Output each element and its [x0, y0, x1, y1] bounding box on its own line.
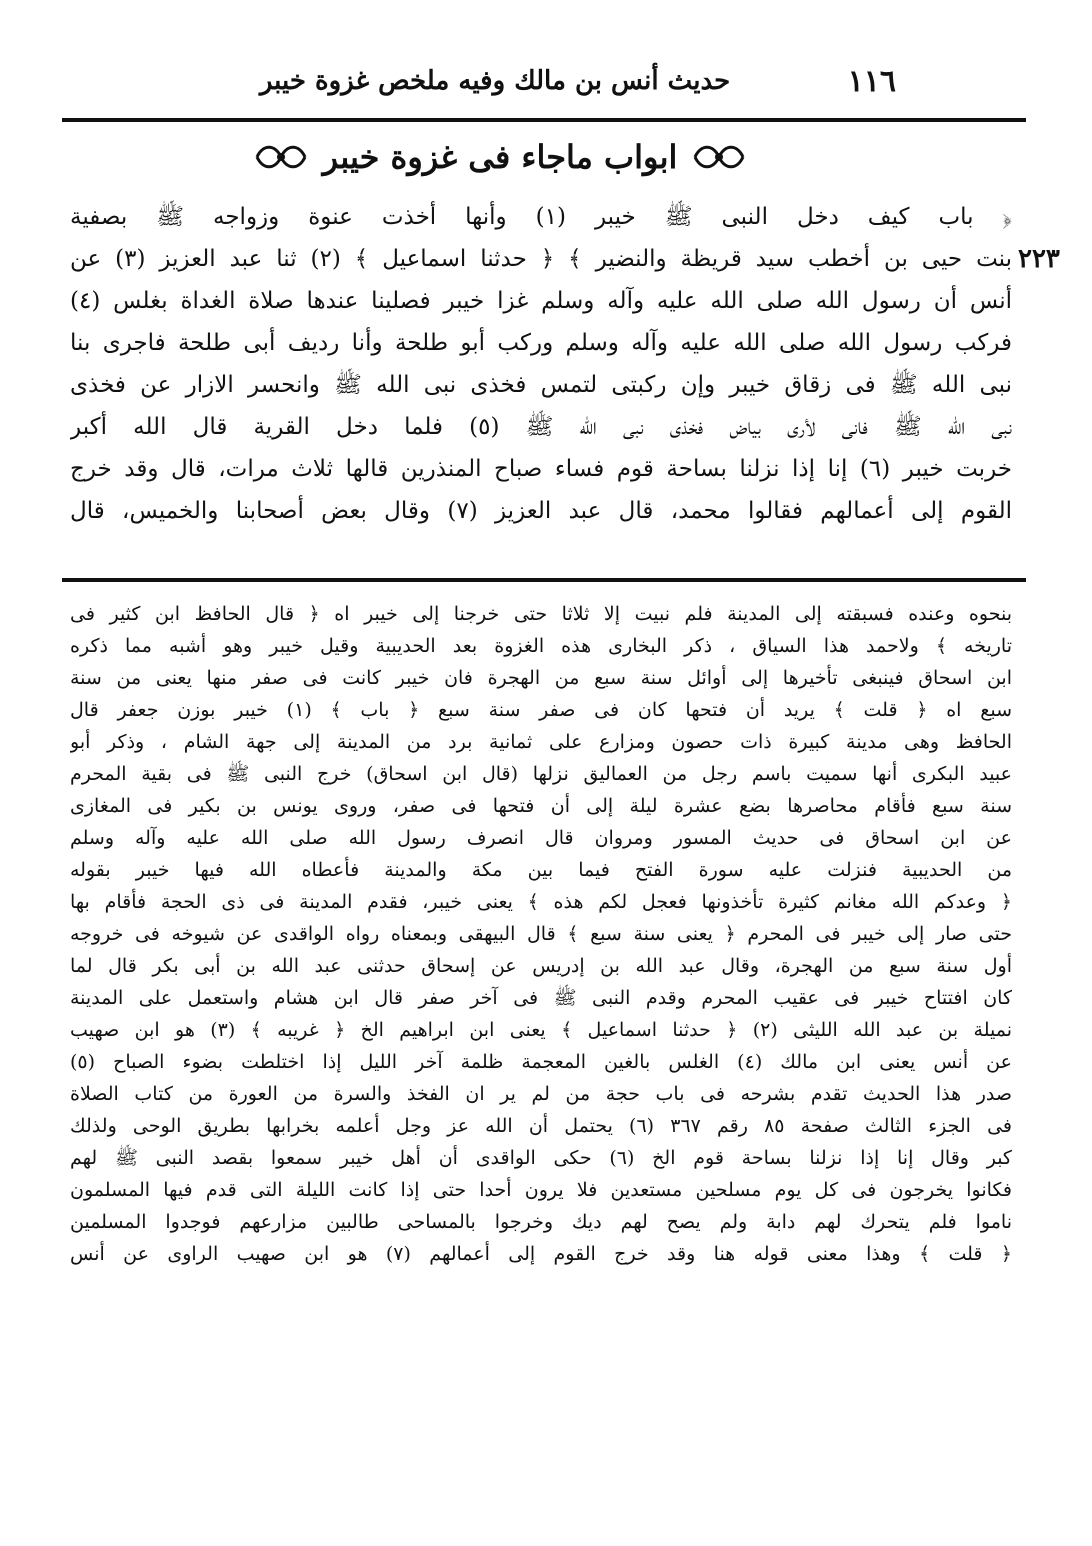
note-line: ابن اسحاق فينبغى تأخيرها إلى أوائل سنة سبع من الهجرة فان خيبر كانت فى صفر منها يعنى من سنة — [70, 667, 1012, 689]
ornament-right-icon — [691, 140, 747, 174]
note-line: حتى صار إلى خيبر فى المحرم ﴿ يعنى سنة سبع ﴾ قال البيهقى وبمعناه رواه الواقدى عن شيوخه فى خروجه — [70, 923, 1012, 945]
main-line: فركب رسول الله صلى الله عليه وآله وسلم وركب أبو طلحة وأنا رديف أبى طلحة فاجرى بنا — [70, 330, 1012, 356]
main-line: نبى الله ﷺ فانى لأرى بياض فخذى نبى الله ﷺ (٥) فلما دخل القرية قال الله أكبر — [70, 414, 1012, 440]
note-line: ناموا فلم يتحرك لهم دابة ولم يصح لهم ديك وخرجوا بالمساحى طالبين مزارعهم فوجدوا المسلمين — [70, 1211, 1012, 1233]
page-number: ١١٦ — [847, 64, 896, 99]
note-line: من الحديبية فنزلت عليه سورة الفتح فيما بين مكة والمدينة فأعطاه الله فيها خيبر بقوله — [70, 859, 1012, 881]
header-rule — [62, 118, 1026, 122]
note-line: فى الجزء الثالث صفحة ٨٥ رقم ٣٦٧ (٦) يحتمل أن الله عز وجل أعلمه بخرابها بطريق الوحى ولذلك — [70, 1115, 1012, 1137]
chapter-title: ابواب ماجاء فى غزوة خيبر — [322, 138, 678, 176]
hadith-number: ٢٢٣ — [1018, 244, 1060, 274]
note-line: كبر وقال إنا إذا نزلنا بساحة قوم الخ (٦) حكى الواقدى أن أهل خيبر سمعوا بقصد النبى ﷺ لهم — [70, 1147, 1012, 1169]
note-line: سنة سبع فأقام محاصرها بضع عشرة ليلة إلى أن فتحها فى صفر، وروى يونس بن بكير فى المغازى — [70, 795, 1012, 817]
note-line: الحافظ وهى مدينة كبيرة ذات حصون ومزارع على ثمانية برد من المدينة إلى جهة الشام ، وذكر أبو — [70, 731, 1012, 753]
note-line: بنحوه وعنده فسبقته إلى المدينة فلم نبيت إلا ثلاثا حتى خرجنا إلى خيبر اه ﴿ قال الحافظ ابن كثير فى — [70, 603, 1012, 625]
main-line: بنت حيى بن أخطب سيد قريظة والنضير ﴾ ﴿ حدثنا اسماعيل ﴾ (٢) ثنا عبد العزيز (٣) عن — [70, 246, 1012, 272]
note-line: تاريخه ﴾ ولاحمد هذا السياق ، ذكر البخارى هذه الغزوة بعد الحديبية وقيل خيبر وهو أشبه مما ذكره — [70, 635, 1012, 657]
note-line: ﴿ قلت ﴾ وهذا معنى قوله هنا وقد خرج القوم إلى أعمالهم (٧) هو ابن صهيب الراوى عن أنس — [70, 1243, 1012, 1265]
note-line: عن أنس يعنى ابن مالك (٤) الغلس بالغين المعجمة ظلمة آخر الليل إذا اختلطت بضوء الصباح (٥) — [70, 1051, 1012, 1073]
main-line: أنس أن رسول الله صلى الله عليه وآله وسلم غزا خيبر فصلينا عندها صلاة الغداة بغلس (٤) — [70, 288, 1012, 314]
note-line: كان افتتاح خيبر فى عقيب المحرم وقدم النبى ﷺ فى آخر صفر قال ابن هشام واستعمل على المدينة — [70, 987, 1012, 1009]
note-line: نميلة بن عبد الله الليثى (٢) ﴿ حدثنا اسماعيل ﴾ يعنى ابن ابراهيم الخ ﴿ غريبه ﴾ (٣) هو ابن صهيب — [70, 1019, 1012, 1041]
note-line: عن ابن اسحاق فى حديث المسور ومروان قال انصرف رسول الله صلى الله عليه وآله وسلم — [70, 827, 1012, 849]
main-line: نبى الله ﷺ فى زقاق خيبر وإن ركبتى لتمس فخذى نبى الله ﷺ وانحسر الازار عن فخذى — [70, 372, 1012, 398]
note-line: فكانوا يخرجون فى كل يوم مسلحين مستعدين فلا يرون أحدا حتى إذا كانت الليلة التى قدم فيها المسلمون — [70, 1179, 1012, 1201]
chapter-heading — [240, 132, 760, 182]
main-line: خربت خيبر (٦) إنا إذا نزلنا بساحة قوم فساء صباح المنذرين قالها ثلاث مرات، قال وقد خرج — [70, 456, 1012, 482]
note-line: صدر هذا الحديث تقدم بشرحه فى باب حجة من لم ير ان الفخذ والسرة من العورة من كتاب الصلاة — [70, 1083, 1012, 1105]
page-header — [60, 58, 1026, 110]
main-text — [70, 196, 1012, 532]
main-line: ﴿ باب كيف دخل النبى ﷺ خيبر (١) وأنها أخذت عنوة وزواجه ﷺ بصفية — [70, 204, 1012, 230]
running-title: حديث أنس بن مالك وفيه ملخص غزوة خيبر — [259, 66, 731, 96]
footnotes — [70, 598, 1012, 1270]
ornament-left-icon — [253, 140, 309, 174]
note-line: عبيد البكرى أنها سميت باسم رجل من العماليق نزلها (قال ابن اسحاق) خرج النبى ﷺ فى بقية المحرم — [70, 763, 1012, 785]
note-line: سبع اه ﴿ قلت ﴾ يريد أن فتحها كان فى صفر سنة سبع ﴿ باب ﴾ (١) خيبر بوزن جعفر قال — [70, 699, 1012, 721]
note-line: أول سنة سبع من الهجرة، وقال عبد الله بن إدريس عن إسحاق حدثنى عبد الله بن أبى بكر قال لما — [70, 955, 1012, 977]
main-line: القوم إلى أعمالهم فقالوا محمد، قال عبد العزيز (٧) وقال بعض أصحابنا والخميس، قال — [70, 498, 1012, 524]
notes-separator — [62, 578, 1026, 582]
note-line: ﴿ وعدكم الله مغانم كثيرة تأخذونها فعجل لكم هذه ﴾ يعنى خيبر، فقدم المدينة فى ذى الحجة فأقام بها — [70, 891, 1012, 913]
